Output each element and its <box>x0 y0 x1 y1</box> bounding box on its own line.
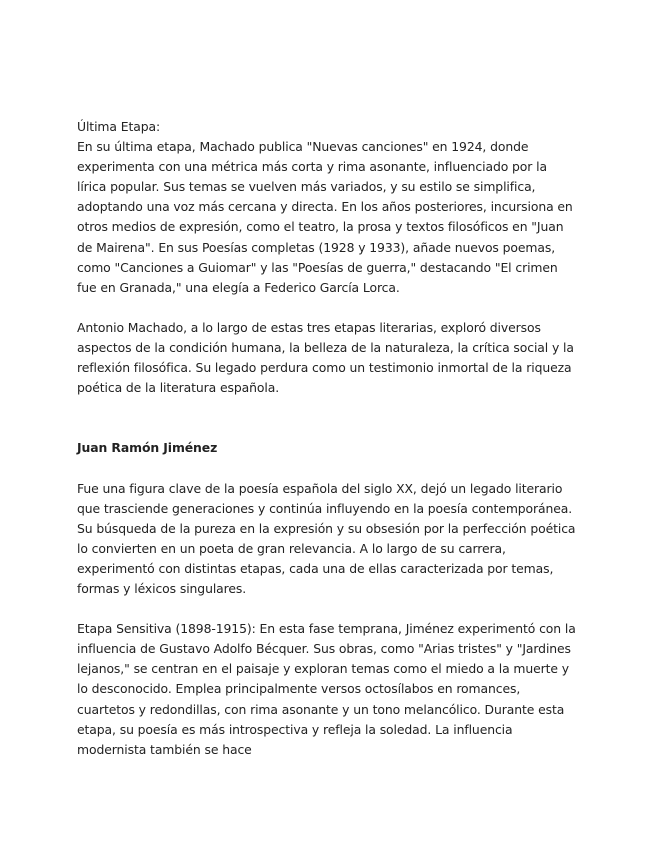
machado-summary-paragraph: Antonio Machado, a lo largo de estas tres etapas literarias, exploró diversos aspectos de la condición humana, la belleza de la naturaleza, la crítica social y la reflexión filosófica. Su legado perdura como un testimonio inmortal de la riqueza poética de la literatura española. <box>77 319 574 396</box>
jimenez-intro-paragraph: Fue una figura clave de la poesía española del siglo XX, dejó un legado literario que trasciende generaciones y continúa influyendo en la poesía contemporánea. Su búsqueda de la pureza en la expresión y su obsesión por la perfección poética lo convierten en un poeta de gran relevancia. A lo largo de su carrera, experimentó con distintas etapas, cada una de ellas caracterizada por temas, formas y léxicos singulares. <box>77 480 576 596</box>
jimenez-section-title: Juan Ramón Jiménez <box>77 440 218 456</box>
document-page <box>77 117 577 780</box>
ultima-etapa-label: Última Etapa: <box>77 119 161 134</box>
ultima-etapa-paragraph <box>77 117 577 298</box>
etapa-sensitiva-paragraph: Etapa Sensitiva (1898-1915): En esta fase temprana, Jiménez experimentó con la influencia de Gustavo Adolfo Bécquer. Sus obras, como "Arias tristes" y "Jardines lejanos," se centran en el paisaje y exploran temas como el miedo a la muerte y lo desconocido. Emplea principalmente versos octosílabos en romances, cuartetos y redondillas, con rima asonante y un tono melancólico. Durante esta etapa, su poesía es más introspectiva y refleja la soledad. La influencia modernista también se hace <box>77 621 576 757</box>
ultima-etapa-text: En su última etapa, Machado publica "Nuevas canciones" en 1924, donde experimenta con una métrica más corta y rima asonante, influenciado por la lírica popular. Sus temas se vuelven más variados, y su estilo se simplifica, adoptando una voz más cercana y directa. En los años posteriores, incursiona en otros medios de expresión, como el teatro, la prosa y textos filosóficos en "Juan de Mairena". En sus Poesías completas (1928 y 1933), añade nuevos poemas, como "Canciones a Guiomar" y las "Poesías de guerra," destacando "El crimen fue en Granada," una elegía a Federico García Lorca. <box>77 139 573 295</box>
